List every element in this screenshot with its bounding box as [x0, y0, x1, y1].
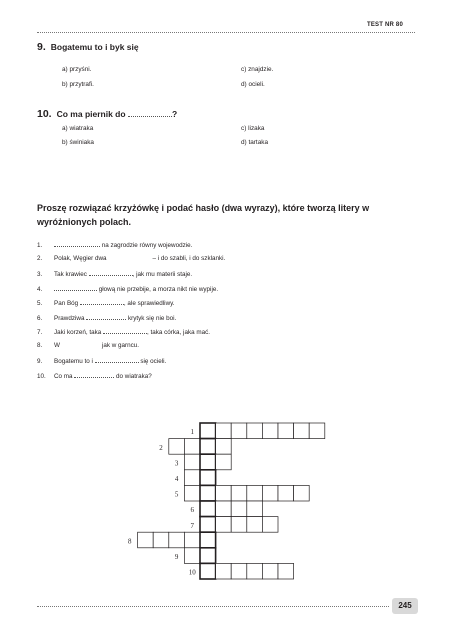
- q10-option-a: a) wiatraka: [62, 125, 94, 132]
- clue-text: W: [54, 342, 60, 349]
- clue-text: Prawdziwa: [54, 315, 85, 322]
- clue-number: 8.: [37, 342, 43, 349]
- crossword-cell[interactable]: [278, 485, 294, 501]
- crossword-cell[interactable]: [216, 517, 232, 533]
- row-number: 8: [128, 537, 132, 546]
- clue-text: Pan Bóg: [54, 300, 79, 307]
- clue-text: jak w garncu.: [101, 342, 140, 349]
- crossword-cell[interactable]: [216, 485, 232, 501]
- crossword-cell[interactable]: [231, 501, 247, 517]
- clue-number: 6.: [37, 315, 43, 322]
- q10-option-c: c) lizaka: [241, 125, 265, 132]
- crossword-cell[interactable]: [247, 485, 263, 501]
- crossword-cell[interactable]: [216, 501, 232, 517]
- highlighted-cell[interactable]: [200, 548, 216, 564]
- crossword-cell[interactable]: [262, 517, 278, 533]
- test-label: TEST NR 80: [366, 22, 403, 28]
- clue-text: – i do szabli, i do szklanki.: [152, 255, 226, 262]
- question-9-number: 9.: [37, 41, 46, 53]
- clue-text: do wiatraka?: [116, 373, 152, 380]
- crossword-cell[interactable]: [309, 423, 325, 439]
- crossword-cell[interactable]: [184, 454, 200, 470]
- crossword-cell[interactable]: [231, 485, 247, 501]
- crossword-cell[interactable]: [247, 563, 263, 579]
- crossword-cell[interactable]: [231, 423, 247, 439]
- highlighted-cell[interactable]: [200, 423, 216, 439]
- clue-text: głową nie przebije, a morza nikt nie wypije.: [98, 286, 219, 293]
- q9-option-a: a) przyśni.: [62, 66, 92, 73]
- highlighted-cell[interactable]: [200, 485, 216, 501]
- question-10-mark: ?: [171, 109, 178, 119]
- q10-option-d: d) tartaka: [241, 139, 268, 146]
- highlighted-cell[interactable]: [200, 454, 216, 470]
- crossword-cell[interactable]: [184, 470, 200, 486]
- page-number: 245: [392, 598, 418, 614]
- row-number: 6: [190, 506, 194, 515]
- crossword-cell[interactable]: [247, 423, 263, 439]
- crossword-cell[interactable]: [231, 563, 247, 579]
- question-10-text: Co ma piernik do: [56, 109, 126, 119]
- clue-text: , jak mu materii staje.: [132, 271, 193, 278]
- crossword-cell[interactable]: [184, 485, 200, 501]
- clue-text: Bogatemu to i: [54, 358, 93, 365]
- q10-option-b: b) świniaka: [62, 139, 94, 146]
- highlighted-cell[interactable]: [200, 439, 216, 455]
- crossword-cell[interactable]: [247, 517, 263, 533]
- clue-text: na zagrodzie równy wojewodzie.: [101, 242, 193, 249]
- clue-number: 1.: [37, 242, 43, 249]
- crossword-cell[interactable]: [169, 439, 185, 455]
- crossword-cell[interactable]: [184, 439, 200, 455]
- highlighted-cell[interactable]: [200, 470, 216, 486]
- clue-text: Polak, Węgier dwa: [54, 255, 107, 262]
- q9-option-c: c) znajdzie.: [241, 66, 274, 73]
- clue-number: 9.: [37, 358, 43, 365]
- crossword-cell[interactable]: [294, 485, 310, 501]
- clue-number: 3.: [37, 271, 43, 278]
- crossword-cell[interactable]: [262, 423, 278, 439]
- question-10-number: 10.: [37, 108, 52, 120]
- crossword-cell[interactable]: [184, 548, 200, 564]
- question-9-text: Bogatemu to i byk się: [50, 42, 139, 52]
- clue-text: się ocieli.: [140, 358, 167, 365]
- row-number: 2: [159, 443, 163, 452]
- crossword-cell[interactable]: [216, 439, 232, 455]
- row-number: 9: [174, 553, 179, 562]
- highlighted-cell[interactable]: [200, 532, 216, 548]
- clue-number: 4.: [37, 286, 43, 293]
- row-number: 3: [174, 459, 179, 468]
- highlighted-cell[interactable]: [200, 563, 216, 579]
- q9-option-d: d) ocieli.: [241, 81, 265, 88]
- clue-number: 2.: [37, 255, 43, 262]
- crossword-cell[interactable]: [231, 517, 247, 533]
- crossword-cell[interactable]: [216, 423, 232, 439]
- clue-text: Jaki korzeń, taka: [54, 329, 102, 336]
- crossword-cell[interactable]: [247, 501, 263, 517]
- crossword-cell[interactable]: [262, 563, 278, 579]
- highlighted-cell[interactable]: [200, 517, 216, 533]
- q9-option-b: b) przytrafi.: [62, 81, 94, 88]
- clue-text: krytyk się nie boi.: [127, 315, 177, 322]
- clue-text: Tak krawiec: [54, 271, 87, 278]
- crossword-cell[interactable]: [216, 563, 232, 579]
- clue-number: 5.: [37, 300, 43, 307]
- crossword-cell[interactable]: [262, 485, 278, 501]
- clue-text: Co ma: [54, 373, 73, 380]
- bottom-divider: [37, 606, 389, 607]
- clue-number: 10.: [37, 373, 46, 380]
- crossword-cell[interactable]: [169, 532, 185, 548]
- row-number: 1: [190, 428, 194, 437]
- crossword-cell[interactable]: [278, 563, 294, 579]
- highlighted-cell[interactable]: [200, 501, 216, 517]
- row-number: 4: [174, 475, 179, 484]
- row-number: 10: [188, 568, 196, 577]
- crossword-instruction: Proszę rozwiązać krzyżówkę i podać hasło (dwa wyrazy), które tworzą litery w wyróżnionych polach.: [37, 203, 370, 227]
- clue-text: , ale sprawiedliwy.: [123, 300, 175, 307]
- crossword-cell[interactable]: [216, 454, 232, 470]
- crossword-cell[interactable]: [153, 532, 169, 548]
- crossword-cell[interactable]: [184, 532, 200, 548]
- clue-number: 7.: [37, 329, 43, 336]
- crossword-cell[interactable]: [278, 423, 294, 439]
- row-number: 7: [190, 521, 194, 530]
- clue-text: , taka córka, jaka mać.: [147, 329, 210, 336]
- crossword-cell[interactable]: [138, 532, 154, 548]
- row-number: 5: [174, 490, 179, 499]
- crossword-cell[interactable]: [294, 423, 310, 439]
